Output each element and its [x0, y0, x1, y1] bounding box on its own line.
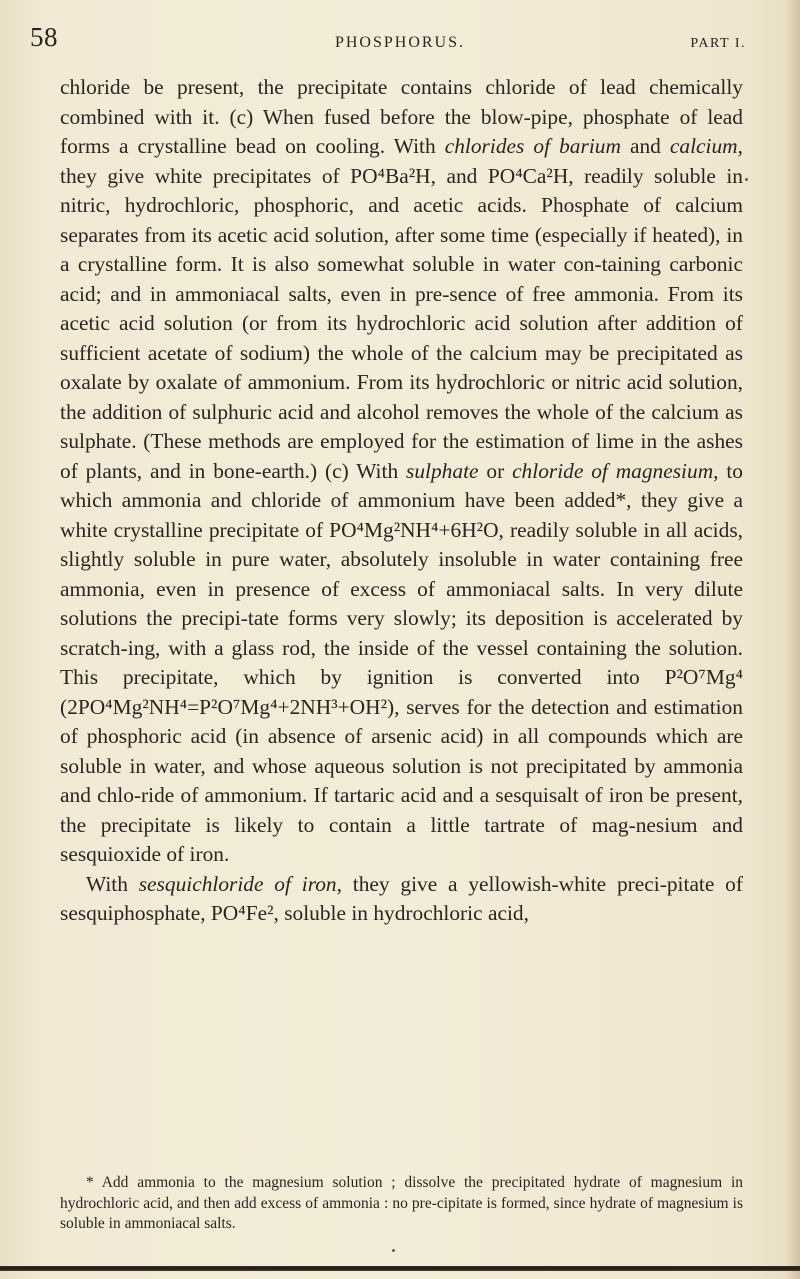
paper-speck [392, 1249, 395, 1252]
page-edge-shadow [786, 0, 800, 1279]
footnote: * Add ammonia to the magnesium solution ; dissolve the precipitated hydrate of magnesium in hydrochloric acid, and then add excess of ammonia : no pre-cipitate is formed, since hydrate of magnesium is soluble in ammoniacal salts. [60, 1174, 743, 1233]
body-text [60, 73, 743, 929]
part-label: PART I. [690, 36, 746, 51]
running-title: PHOSPHORUS. [334, 34, 466, 51]
paper-speck [745, 178, 748, 181]
paragraph: With sesquichloride of iron, they give a yellowish-white preci-pitate of sesquiphosphate, PO⁴Fe², soluble in hydrochloric acid, [60, 871, 744, 925]
paragraph: chloride be present, the precipitate contains chloride of lead chemically combined with it. (c) When fused before the blow-pipe, phosphate of lead forms a crystalline bead on cooling. With chlorides of barium and calcium, they give white precipitates of PO⁴Ba²H, and PO⁴Ca²H, readily soluble in nitric, hydrochloric, phosphoric, and acetic acids. Phosphate of calcium separates from its acetic acid solution, after some time (especially if heated), in a crystalline form. It is also somewhat soluble in water con-taining carbonic acid; and in ammoniacal salts, even in pre-sence of free ammonia. From its acetic acid solution (or from its hydrochloric acid solution after addition of sufficient acetate of sodium) the whole of the calcium may be precipitated as oxalate by oxalate of ammonium. From its hydrochloric or nitric acid solution, the addition of sulphuric acid and alcohol removes the whole of the calcium as sulphate. (These methods are employed for the estimation of lime in the ashes of plants, and in bone-earth.) (c) With sulphate or chloride of magnesium, to which ammonia and chloride of ammonium have been added*, they give a white crystalline precipitate of PO⁴Mg²NH⁴+6H²O, readily soluble in all acids, slightly soluble in pure water, absolutely insoluble in water containing free ammonia, even in presence of excess of ammoniacal salts. In very dilute solutions the precipi-tate forms very slowly; its deposition is accelerated by scratch-ing, with a glass rod, the inside of the vessel containing the solution. This precipitate, which by ignition is converted into P²O⁷Mg⁴ (2PO⁴Mg²NH⁴=P²O⁷Mg⁴+2NH³+OH²), serves for the detection and estimation of phosphoric acid (in absence of arsenic acid) in all compounds which are soluble in water, and whose aqueous solution is not precipitated by ammonia and chlo-ride of ammonium. If tartaric acid and a sesquisalt of iron be present, the precipitate is likely to contain a little tartrate of mag-nesium and sesquioxide of iron. [60, 75, 744, 866]
bottom-rule [0, 1266, 800, 1271]
page-number: 58 [30, 22, 58, 52]
page-header [0, 22, 800, 58]
